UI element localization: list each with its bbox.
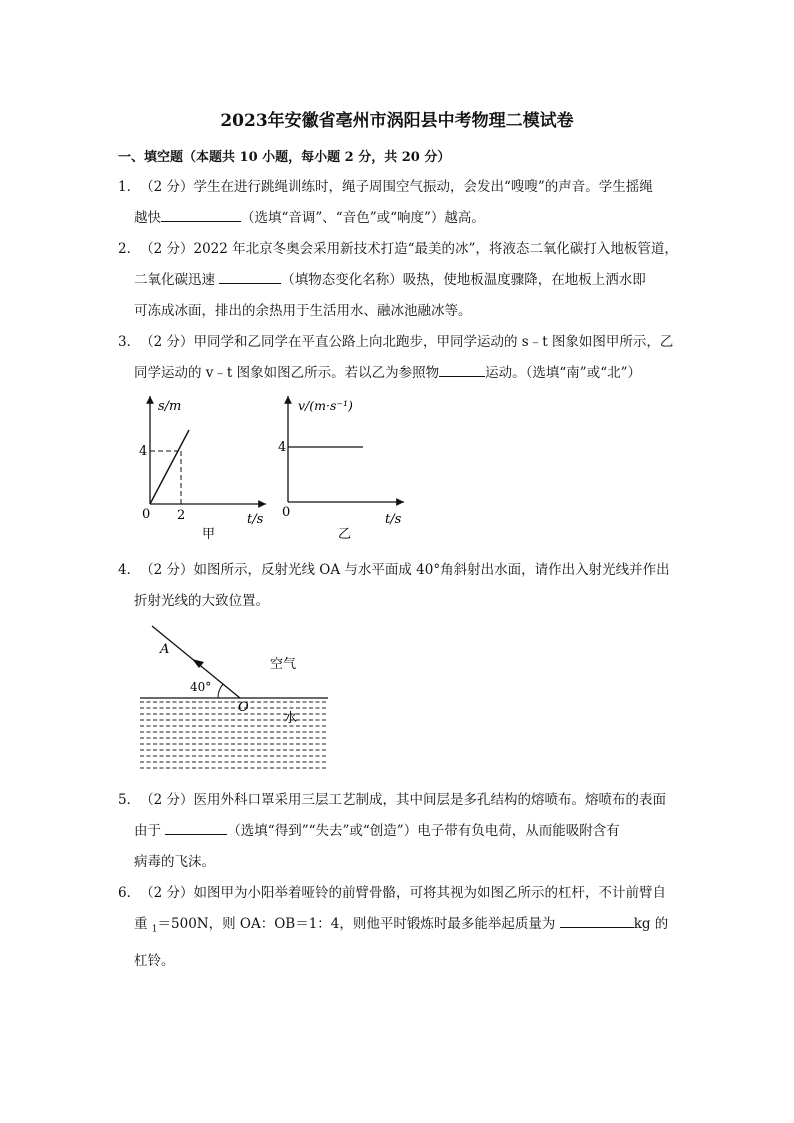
graph-jia-line [150, 430, 189, 504]
question-text: （2 分）甲同学和乙同学在平直公路上向北跑步，甲同学运动的 s﹣t 图象如图甲所示，乙 [140, 334, 674, 350]
page-title: 2023年安徽省亳州市涡阳县中考物理二模试卷 [220, 111, 574, 131]
question-number: 6． [118, 885, 141, 901]
label-a: A [160, 642, 170, 657]
graph-yi-ytick: 4 [278, 440, 287, 455]
question-text: （2 分）如图甲为小阳举着哑铃的前臂骨骼，可将其视为如图乙所示的杠杆，不计前臂自 [140, 885, 666, 901]
question-text: （2 分）如图所示，反射光线 OA 与水平面成 40°角斜射出水面，请作出入射光线并作出 [140, 562, 670, 578]
water-hatching [140, 702, 328, 768]
graph-jia-xlabel: t/s [247, 512, 264, 527]
question-text: 由于 [134, 823, 161, 839]
graph-jia-caption: 甲 [202, 527, 216, 542]
angle-arc [218, 684, 223, 698]
question-text: 二氧化碳迅速 [134, 272, 215, 288]
angle-label: 40° [190, 680, 212, 694]
question-number: 5． [118, 792, 141, 808]
question-text: ＝500N，则 OA：OB＝1：4，则他平时锻炼时最多能举起质量为 [157, 916, 556, 932]
graph-jia-ytick: 4 [139, 444, 148, 459]
graph-jia-origin: 0 [142, 507, 151, 522]
question-text: （2 分）医用外科口罩采用三层工艺制成，其中间层是多孔结构的熔喷布。熔喷布的表面 [140, 792, 666, 808]
question-text: （填物态变化名称）吸热，使地板温度骤降，在地板上洒水即 [281, 272, 646, 288]
answer-blank[interactable] [165, 820, 227, 835]
air-label: 空气 [270, 657, 297, 672]
question-text: （2 分）学生在进行跳绳训练时，绳子周围空气振动，会发出“嗖嗖”的声音。学生摇绳 [140, 179, 653, 195]
question-text: 运动。（选填“南”或“北”） [485, 365, 641, 381]
question-text: 同学运动的 v﹣t 图象如图乙所示。若以乙为参照物 [134, 365, 440, 381]
graph-yi-caption: 乙 [338, 527, 352, 542]
question-text: 折射光线的大致位置。 [134, 593, 269, 609]
section-heading: 一、填空题（本题共 10 小题，每小题 2 分，共 20 分） [118, 150, 451, 165]
question-text: （选填“得到”“失去”或“创造”）电子带有负电荷，从而能吸附含有 [227, 823, 620, 839]
question-4 [118, 555, 678, 617]
question-1 [118, 172, 678, 234]
answer-blank[interactable] [219, 269, 281, 284]
question-text: 杠铃。 [134, 952, 175, 969]
question-text: 重 [134, 916, 148, 932]
water-label: 水 [284, 711, 298, 726]
question-text: （选填“音调”、“音色”或“响度”）越高。 [241, 210, 485, 226]
graph-yi-origin: 0 [282, 505, 291, 520]
question-number: 1． [118, 179, 141, 195]
graph-yi-ylabel: v/(m·s⁻¹) [298, 398, 353, 413]
question-6 [118, 878, 678, 977]
graph-jia-ylabel: s/m [158, 399, 182, 414]
question-number: 2． [118, 241, 141, 257]
refraction-figure [138, 622, 334, 774]
question-text: 病毒的飞沫。 [134, 854, 215, 870]
question-text: （2 分）2022 年北京冬奥会采用新技术打造“最美的冰”，将液态二氧化碳打入地板管道， [140, 241, 678, 257]
question-number: 4． [118, 562, 141, 578]
answer-blank[interactable] [439, 362, 485, 377]
question-2 [118, 234, 678, 327]
question-text: 可冻成冰面，排出的余热用于生活用水、融冰池融冰等。 [134, 303, 472, 319]
question-subscript: 1 [151, 924, 158, 935]
label-o: O [238, 700, 249, 715]
question-text: 越快 [134, 210, 161, 226]
graph-yi-xlabel: t/s [385, 512, 402, 527]
question-text: kg 的 [633, 916, 669, 932]
question-3 [118, 327, 678, 389]
answer-blank[interactable] [161, 207, 241, 222]
question-number: 3． [118, 334, 141, 350]
motion-graphs [130, 392, 430, 544]
answer-blank[interactable] [560, 913, 634, 928]
graph-jia-xtick: 2 [177, 508, 186, 523]
question-5 [118, 785, 678, 878]
